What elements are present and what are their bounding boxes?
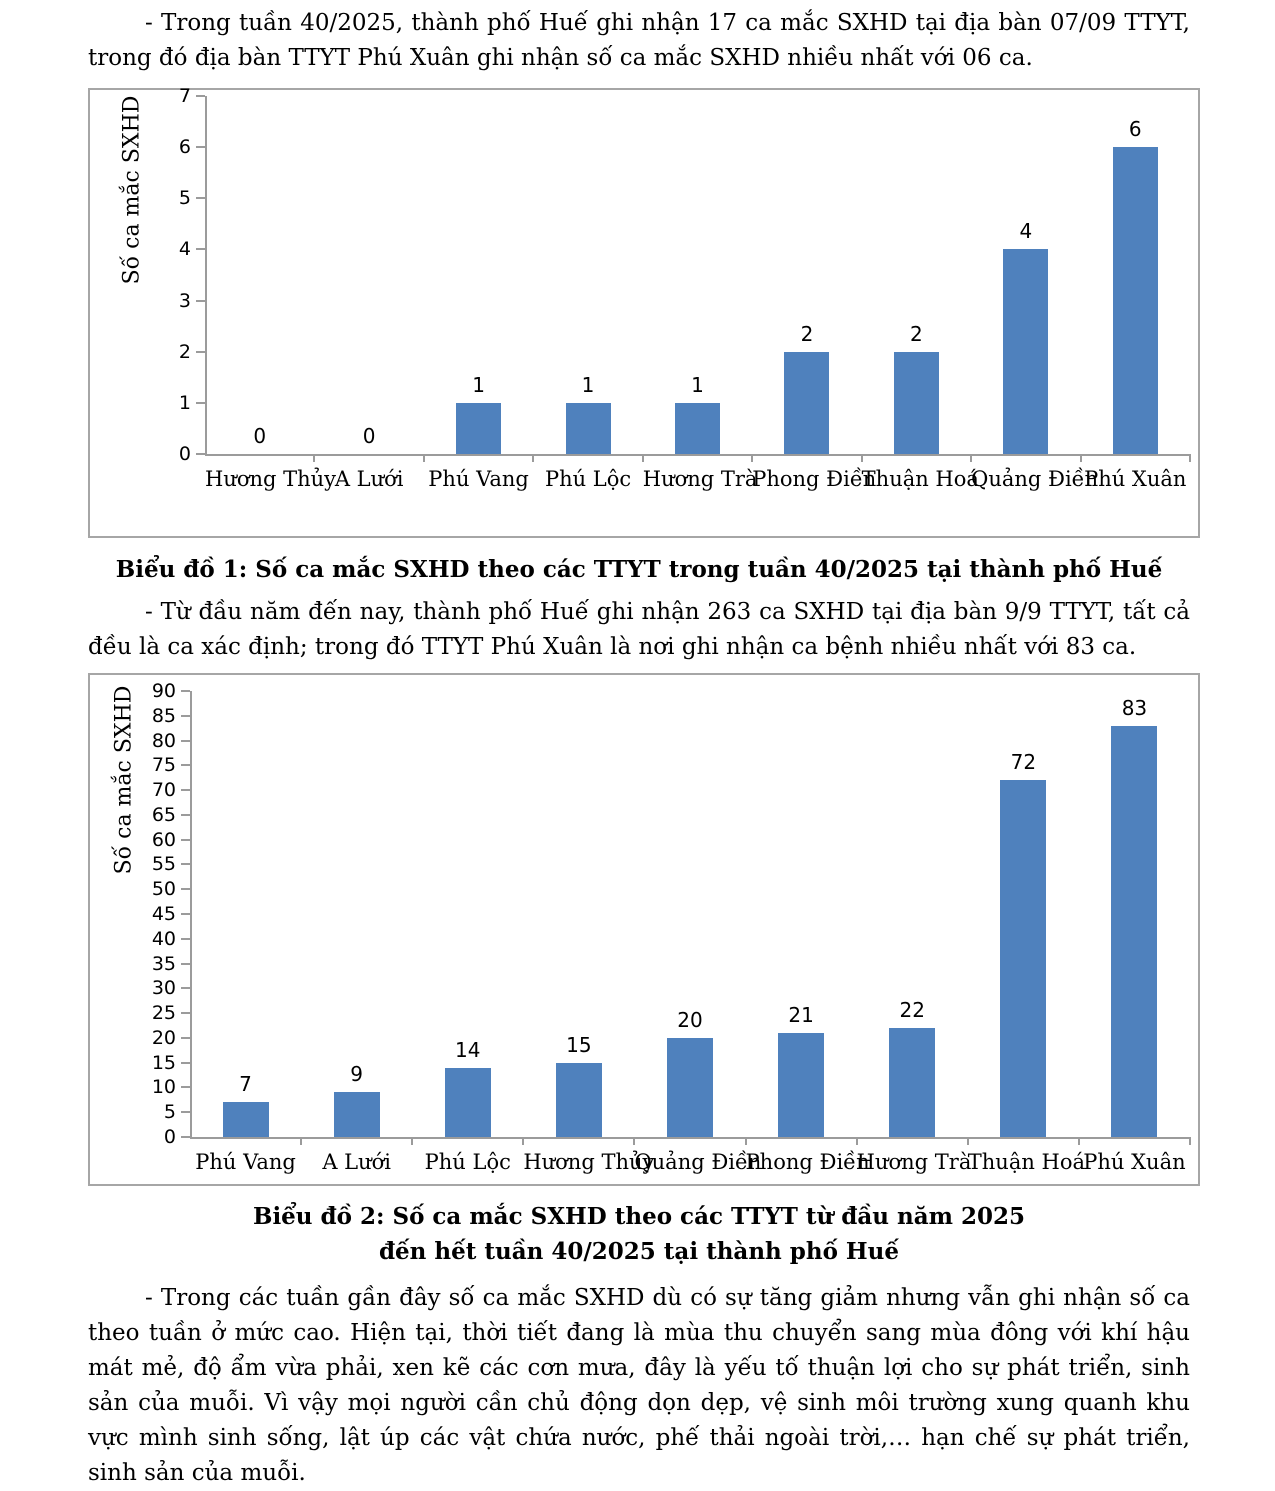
- bar-Quảng Điền: [667, 1038, 713, 1137]
- x-tick-mark: [967, 1137, 969, 1145]
- y-tick-label: 40: [151, 927, 176, 950]
- y-tick-label: 0: [163, 1126, 176, 1148]
- x-tick-mark: [532, 454, 534, 462]
- x-tick-mark: [313, 454, 315, 462]
- x-tick-mark: [1189, 1137, 1191, 1145]
- bar-value-label: 0: [253, 424, 267, 448]
- y-axis-title: Số ca mắc SXHD: [119, 95, 145, 285]
- y-tick-label: 50: [151, 878, 176, 901]
- chart-2-frame: [88, 673, 1200, 1186]
- x-tick-mark: [411, 1137, 413, 1145]
- x-tick-mark: [633, 1137, 635, 1145]
- y-tick-mark: [196, 453, 205, 455]
- bar-value-label: 22: [899, 997, 925, 1022]
- y-tick-label: 25: [151, 1002, 176, 1025]
- x-tick-mark: [970, 454, 972, 462]
- y-tick-label: 15: [151, 1051, 176, 1074]
- paragraph-prevention-note: - Trong các tuần gần đây số ca mắc SXHD dù có sự tăng giảm nhưng vẫn ghi nhận số ca theo tuần ở mức cao. Hiện tại, thời tiết đang là mùa thu chuyển sang mùa đông với khí hậu mát mẻ, độ ẩm vừa phải, xen kẽ các cơn mưa, đây là yếu tố thuận lợi cho sự phát triển, sinh sản của muỗi. Vì vậy mọi người cần chủ động dọn dẹp, vệ sinh môi trường xung quanh khu vực mình sinh sống, lật úp các vật chứa nước, phế thải ngoài trời,… hạn chế sự phát triển, sinh sản của muỗi.: [88, 1285, 1190, 1486]
- bar-Phú Xuân: [1111, 726, 1157, 1137]
- bar-value-label: 20: [677, 1007, 703, 1032]
- y-tick-label: 7: [178, 85, 191, 107]
- y-tick-mark: [181, 863, 190, 865]
- y-tick-mark: [181, 913, 190, 915]
- y-tick-label: 30: [151, 977, 176, 1000]
- y-tick-mark: [181, 1012, 190, 1014]
- bar-value-label: 0: [362, 424, 376, 448]
- x-category-label: A Lưới: [322, 1150, 391, 1174]
- y-axis-line: [205, 96, 207, 456]
- bar-value-label: 2: [910, 321, 923, 346]
- bar-Phong Điền: [778, 1033, 824, 1137]
- bar-value-label: 1: [581, 372, 595, 397]
- x-category-label: Hương Trà: [642, 467, 758, 491]
- chart-1-frame: [88, 85, 1200, 538]
- y-tick-label: 85: [151, 704, 176, 727]
- y-tick-mark: [196, 402, 205, 404]
- y-tick-mark: [196, 146, 205, 148]
- y-tick-mark: [181, 1062, 190, 1064]
- y-tick-label: 90: [151, 680, 176, 702]
- paragraph-week-summary: - Trong tuần 40/2025, thành phố Huế ghi nhận 17 ca mắc SXHD tại địa bàn 07/09 TTYT, trong đó địa bàn TTYT Phú Xuân ghi nhận số ca mắc SXHD nhiều nhất với 06 ca.: [88, 10, 1190, 71]
- x-axis-line: [190, 1137, 1190, 1139]
- x-category-label: Phong Điền: [752, 467, 877, 491]
- y-tick-mark: [181, 839, 190, 841]
- bar-Phong Điền: [784, 352, 829, 454]
- y-tick-label: 10: [151, 1076, 176, 1099]
- bar-value-label: 1: [691, 372, 704, 397]
- y-tick-label: 3: [178, 289, 191, 312]
- y-axis-line: [190, 691, 192, 1139]
- chart-1-caption: Biểu đồ 1: Số ca mắc SXHD theo các TTYT trong tuần 40/2025 tại thành phố Huế: [115, 556, 1163, 583]
- x-tick-mark: [300, 1137, 302, 1145]
- bar-value-label: 7: [239, 1072, 252, 1097]
- x-tick-mark: [1080, 454, 1082, 462]
- x-category-label: Phú Vang: [428, 467, 529, 491]
- y-tick-label: 60: [151, 828, 176, 851]
- x-tick-mark: [1189, 454, 1191, 462]
- x-category-label: Hương Thủy: [205, 467, 337, 491]
- bar-chart-week-40: [90, 85, 1198, 536]
- y-tick-label: 45: [151, 903, 176, 925]
- y-tick-mark: [181, 690, 190, 692]
- y-tick-mark: [181, 1111, 190, 1113]
- y-tick-label: 5: [178, 187, 191, 210]
- y-tick-label: 2: [178, 340, 191, 363]
- bar-value-label: 4: [1019, 219, 1033, 244]
- x-tick-mark: [745, 1137, 747, 1145]
- y-tick-mark: [181, 938, 190, 940]
- x-category-label: Phú Xuân: [1083, 1150, 1186, 1174]
- x-category-label: Phong Điền: [745, 1150, 870, 1174]
- bar-value-label: 1: [472, 372, 485, 397]
- x-tick-mark: [642, 454, 644, 462]
- y-tick-label: 5: [163, 1101, 176, 1124]
- bar-Phú Xuân: [1113, 147, 1158, 454]
- y-tick-mark: [181, 1136, 190, 1138]
- x-tick-mark: [861, 454, 863, 462]
- y-tick-mark: [181, 888, 190, 890]
- x-category-label: Phú Vang: [195, 1150, 296, 1174]
- y-tick-label: 35: [151, 952, 176, 975]
- y-tick-label: 6: [178, 136, 191, 159]
- x-category-label: Thuận Hoá: [861, 467, 979, 491]
- x-category-label: Phú Xuân: [1084, 467, 1187, 491]
- y-tick-mark: [196, 300, 205, 302]
- y-tick-mark: [181, 715, 190, 717]
- y-tick-label: 75: [151, 754, 176, 777]
- bar-Phú Lộc: [445, 1068, 491, 1137]
- x-tick-mark: [522, 1137, 524, 1145]
- y-tick-mark: [181, 1037, 190, 1039]
- y-tick-label: 65: [151, 803, 176, 826]
- y-tick-label: 4: [178, 238, 191, 261]
- y-tick-label: 80: [151, 729, 176, 752]
- x-category-label: Hương Trà: [856, 1150, 972, 1174]
- y-tick-label: 0: [178, 443, 191, 465]
- x-tick-mark: [856, 1137, 858, 1145]
- bar-value-label: 21: [788, 1002, 814, 1027]
- x-category-label: Thuận Hoá: [967, 1150, 1086, 1174]
- y-tick-mark: [196, 197, 205, 199]
- chart-2-caption-line-1: Biểu đồ 2: Số ca mắc SXHD theo các TTYT từ đầu năm 2025: [253, 1203, 1025, 1230]
- bar-Thuận Hoá: [894, 352, 939, 454]
- bar-A Lưới: [334, 1092, 380, 1137]
- bar-value-label: 2: [800, 321, 814, 346]
- y-tick-label: 70: [151, 779, 176, 802]
- y-tick-label: 55: [151, 853, 176, 876]
- y-tick-mark: [196, 351, 205, 353]
- bar-Hương Trà: [889, 1028, 935, 1137]
- bar-value-label: 14: [455, 1037, 481, 1062]
- y-tick-mark: [181, 963, 190, 965]
- x-axis-line: [205, 454, 1190, 456]
- bar-Phú Lộc: [566, 403, 611, 454]
- bar-Phú Vang: [456, 403, 501, 454]
- y-tick-mark: [181, 740, 190, 742]
- bar-value-label: 83: [1121, 695, 1148, 720]
- y-tick-mark: [181, 987, 190, 989]
- x-category-label: Quảng Điền: [971, 467, 1099, 491]
- bar-value-label: 9: [350, 1062, 364, 1087]
- chart-2-caption-line-2: đến hết tuần 40/2025 tại thành phố Huế: [378, 1238, 900, 1265]
- x-tick-mark: [1078, 1137, 1080, 1145]
- y-tick-mark: [196, 95, 205, 97]
- bar-chart-ytd-2025: [90, 675, 1198, 1184]
- paragraph-ytd-summary: - Từ đầu năm đến nay, thành phố Huế ghi nhận 263 ca SXHD tại địa bàn 9/9 TTYT, tất cả đều là ca xác định; trong đó TTYT Phú Xuân là nơi ghi nhận ca bệnh nhiều nhất với 83 ca.: [88, 599, 1190, 660]
- x-category-label: Phú Lộc: [424, 1150, 511, 1174]
- bar-Hương Thủy: [556, 1063, 602, 1137]
- y-tick-mark: [181, 764, 190, 766]
- x-category-label: Quảng Điền: [634, 1150, 762, 1174]
- bar-Phú Vang: [223, 1102, 269, 1137]
- x-category-label: Phú Lộc: [544, 467, 632, 491]
- y-tick-label: 20: [151, 1026, 176, 1049]
- y-tick-label: 1: [178, 391, 191, 414]
- bar-Quảng Điền: [1003, 249, 1048, 454]
- x-category-label: A Lưới: [334, 467, 404, 491]
- bar-value-label: 72: [1010, 750, 1037, 775]
- x-tick-mark: [423, 454, 425, 462]
- bar-Hương Trà: [675, 403, 720, 454]
- bar-value-label: 6: [1128, 117, 1142, 142]
- y-tick-mark: [196, 248, 205, 250]
- y-tick-mark: [181, 1086, 190, 1088]
- x-category-label: Hương Thủy: [523, 1150, 655, 1174]
- y-tick-mark: [181, 789, 190, 791]
- y-tick-mark: [181, 814, 190, 816]
- bar-Thuận Hoá: [1000, 780, 1046, 1137]
- x-tick-mark: [751, 454, 753, 462]
- y-axis-title: Số ca mắc SXHD: [111, 685, 137, 875]
- bar-value-label: 15: [566, 1032, 592, 1057]
